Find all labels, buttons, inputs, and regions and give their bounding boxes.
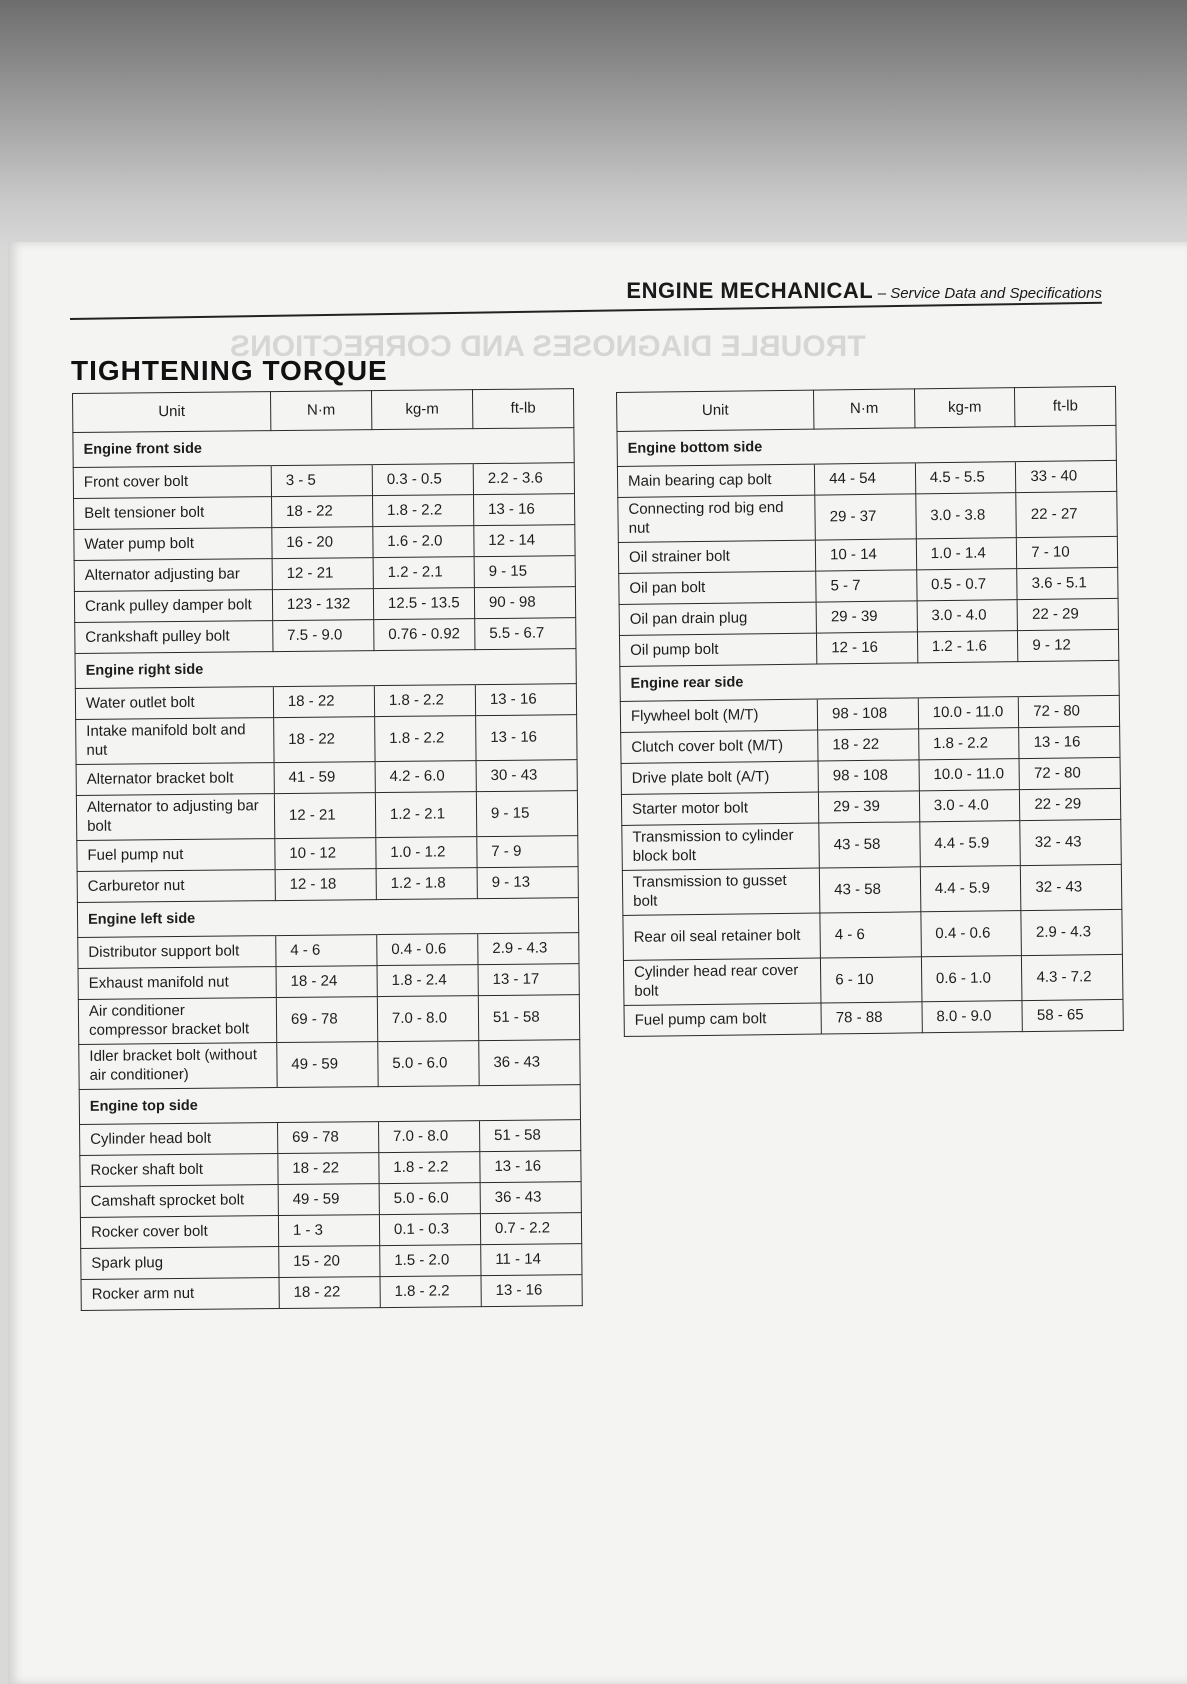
- ftlb-cell: 32 - 43: [1021, 864, 1122, 910]
- section-blank-cell: [372, 429, 473, 465]
- table-row: [624, 999, 1123, 1036]
- kgm-cell: 4.5 - 5.5: [915, 462, 1016, 494]
- unit-cell: Connecting rod big end nut: [618, 495, 816, 542]
- section-heading: Engine bottom side: [617, 429, 815, 466]
- unit-cell: Rocker shaft bolt: [80, 1154, 278, 1187]
- nm-cell: 12 - 21: [274, 793, 375, 839]
- unit-cell: Air conditioner compressor bracket bolt: [78, 998, 276, 1045]
- ftlb-cell: 13 - 16: [481, 1275, 582, 1307]
- ftlb-cell: 13 - 16: [1019, 726, 1120, 758]
- kgm-cell: 0.1 - 0.3: [379, 1214, 480, 1246]
- scan-shadow: [0, 0, 1187, 250]
- ftlb-cell: 11 - 14: [481, 1244, 582, 1276]
- unit-cell: Cylinder head rear cover bolt: [623, 958, 821, 1005]
- nm-cell: 16 - 20: [272, 527, 373, 559]
- nm-cell: 15 - 20: [279, 1246, 380, 1278]
- column-header-unit: Unit: [617, 390, 815, 431]
- ftlb-cell: 22 - 27: [1016, 491, 1117, 537]
- section-heading: Engine front side: [73, 431, 271, 468]
- table-row: [623, 954, 1123, 1005]
- kgm-cell: 1.8 - 2.2: [372, 495, 473, 527]
- column-header-nm: N·m: [814, 389, 915, 429]
- kgm-cell: 3.0 - 3.8: [916, 493, 1017, 539]
- unit-cell: Flywheel bolt (M/T): [620, 699, 817, 732]
- unit-cell: Transmission to cylinder block bolt: [622, 823, 820, 870]
- kgm-cell: 5.0 - 6.0: [378, 1041, 479, 1087]
- unit-cell: Carburetor nut: [77, 870, 275, 903]
- table-row: [79, 1040, 580, 1090]
- unit-cell: Distributor support bolt: [78, 936, 276, 969]
- page-title: TIGHTENING TORQUE: [71, 355, 388, 386]
- ftlb-cell: 2.9 - 4.3: [478, 933, 579, 965]
- nm-cell: 12 - 21: [272, 558, 373, 590]
- nm-cell: 98 - 108: [818, 760, 919, 792]
- table-row: [78, 995, 579, 1045]
- ftlb-cell: 9 - 15: [476, 791, 577, 837]
- unit-cell: Exhaust manifold nut: [78, 967, 276, 1000]
- table-row: [74, 494, 575, 530]
- nm-cell: 18 - 22: [278, 1153, 379, 1185]
- kgm-cell: 1.2 - 2.1: [373, 557, 474, 589]
- table-header-row: [617, 386, 1116, 431]
- unit-cell: Fuel pump nut: [77, 839, 275, 872]
- unit-cell: Alternator adjusting bar: [74, 559, 272, 592]
- kgm-cell: 7.0 - 8.0: [378, 1121, 479, 1153]
- section-blank-cell: [374, 650, 475, 686]
- nm-cell: 4 - 6: [820, 912, 921, 958]
- ftlb-cell: 4.3 - 7.2: [1022, 954, 1123, 1000]
- table-row: [75, 684, 576, 720]
- section-blank-cell: [378, 1086, 479, 1122]
- nm-cell: 10 - 12: [275, 838, 376, 870]
- unit-cell: Main bearing cap bolt: [617, 464, 814, 497]
- column-header-ftlb: ft-lb: [472, 389, 573, 429]
- nm-cell: 18 - 24: [276, 966, 377, 998]
- kgm-cell: 4.2 - 6.0: [375, 761, 476, 793]
- unit-cell: Cylinder head bolt: [80, 1123, 278, 1156]
- right-table-body: [617, 425, 1123, 1036]
- ftlb-cell: 32 - 43: [1020, 819, 1121, 865]
- unit-cell: Belt tensioner bolt: [74, 497, 272, 530]
- kgm-cell: 0.4 - 0.6: [921, 911, 1022, 957]
- section-blank-cell: [479, 1085, 580, 1121]
- ftlb-cell: 72 - 80: [1019, 695, 1120, 727]
- table-row: [74, 587, 575, 623]
- kgm-cell: 1.0 - 1.2: [376, 837, 477, 869]
- nm-cell: 18 - 22: [273, 686, 374, 718]
- table-row: [76, 715, 577, 765]
- table-row: [622, 864, 1122, 915]
- nm-cell: 69 - 78: [277, 1122, 378, 1154]
- unit-cell: Starter motor bolt: [621, 792, 818, 825]
- ftlb-cell: 9 - 13: [477, 867, 578, 899]
- table-row: [618, 491, 1118, 542]
- kgm-cell: 0.4 - 0.6: [377, 934, 478, 966]
- ftlb-cell: 36 - 43: [480, 1182, 581, 1214]
- nm-cell: 49 - 59: [277, 1042, 378, 1088]
- kgm-cell: 1.5 - 2.0: [380, 1245, 481, 1277]
- kgm-cell: 1.8 - 2.2: [380, 1276, 481, 1308]
- table-row: [81, 1275, 582, 1311]
- section-row: [77, 898, 578, 938]
- nm-cell: 44 - 54: [815, 463, 916, 495]
- section-blank-cell: [1015, 425, 1116, 461]
- kgm-cell: 1.2 - 1.8: [376, 868, 477, 900]
- torque-table-left: [72, 388, 583, 1311]
- unit-cell: Crank pulley damper bolt: [74, 590, 272, 623]
- unit-cell: Crankshaft pulley bolt: [75, 621, 273, 654]
- table-row: [81, 1244, 582, 1280]
- kgm-cell: 1.2 - 2.1: [375, 792, 476, 838]
- nm-cell: 18 - 22: [271, 496, 372, 528]
- ftlb-cell: 2.9 - 4.3: [1021, 909, 1122, 955]
- section-blank-cell: [475, 649, 576, 685]
- kgm-cell: 1.8 - 2.2: [918, 728, 1019, 760]
- ftlb-cell: 13 - 16: [476, 715, 577, 761]
- nm-cell: 29 - 39: [819, 791, 920, 823]
- section-row: [73, 428, 574, 468]
- column-header-kgm: kg-m: [914, 388, 1015, 428]
- ftlb-cell: 0.7 - 2.2: [480, 1213, 581, 1245]
- nm-cell: 4 - 6: [276, 935, 377, 967]
- header-subtitle: – Service Data and Specifications: [877, 285, 1102, 302]
- section-row: [75, 649, 576, 689]
- kgm-cell: 4.4 - 5.9: [920, 821, 1021, 867]
- unit-cell: Idler bracket bolt (without air conditioner): [79, 1043, 277, 1090]
- column-header-nm: N·m: [270, 391, 371, 431]
- nm-cell: 29 - 37: [815, 494, 916, 540]
- ftlb-cell: 90 - 98: [474, 587, 575, 619]
- running-header: [562, 278, 1102, 304]
- header-section: ENGINE MECHANICAL: [626, 278, 874, 303]
- kgm-cell: 10.0 - 11.0: [919, 759, 1020, 791]
- section-heading: Engine top side: [79, 1088, 277, 1125]
- table-row: [76, 791, 577, 841]
- ftlb-cell: 9 - 12: [1018, 629, 1119, 661]
- section-blank-cell: [273, 651, 374, 687]
- kgm-cell: 1.8 - 2.2: [379, 1152, 480, 1184]
- section-blank-cell: [817, 663, 918, 699]
- kgm-cell: 1.6 - 2.0: [373, 526, 474, 558]
- nm-cell: 69 - 78: [276, 997, 377, 1043]
- unit-cell: Rocker cover bolt: [80, 1216, 278, 1249]
- nm-cell: 41 - 59: [274, 762, 375, 794]
- section-blank-cell: [376, 899, 477, 935]
- table-row: [74, 525, 575, 561]
- nm-cell: 43 - 58: [819, 867, 920, 913]
- ftlb-cell: 30 - 43: [476, 760, 577, 792]
- ftlb-cell: 13 - 16: [475, 684, 576, 716]
- unit-cell: Oil pan bolt: [619, 571, 816, 604]
- kgm-cell: 4.4 - 5.9: [920, 866, 1021, 912]
- nm-cell: 12 - 18: [275, 869, 376, 901]
- section-blank-cell: [271, 430, 372, 466]
- ftlb-cell: 7 - 10: [1017, 536, 1118, 568]
- ftlb-cell: 7 - 9: [477, 836, 578, 868]
- nm-cell: 10 - 14: [815, 539, 916, 571]
- table-row: [75, 618, 576, 654]
- table-row: [73, 463, 574, 499]
- section-blank-cell: [275, 900, 376, 936]
- nm-cell: 18 - 22: [279, 1277, 380, 1309]
- ftlb-cell: 2.2 - 3.6: [473, 463, 574, 495]
- bleed-through-heading: TROUBLE DIAGNOSES AND CORRECTIONS: [230, 330, 866, 363]
- column-header-unit: Unit: [73, 392, 271, 433]
- section-row: [79, 1085, 580, 1125]
- section-blank-cell: [918, 662, 1019, 698]
- table-row: [622, 819, 1122, 870]
- ftlb-cell: 3.6 - 5.1: [1017, 567, 1118, 599]
- nm-cell: 18 - 22: [274, 717, 375, 763]
- unit-cell: Rear oil seal retainer bolt: [623, 913, 821, 960]
- kgm-cell: 5.0 - 6.0: [379, 1183, 480, 1215]
- table-row: [78, 933, 579, 969]
- nm-cell: 1 - 3: [278, 1215, 379, 1247]
- kgm-cell: 1.0 - 1.4: [916, 538, 1017, 570]
- unit-cell: Transmission to gusset bolt: [622, 868, 820, 915]
- unit-cell: Oil pan drain plug: [619, 602, 816, 635]
- section-blank-cell: [915, 427, 1016, 463]
- nm-cell: 29 - 39: [816, 601, 917, 633]
- table-row: [80, 1120, 581, 1156]
- unit-cell: Water pump bolt: [74, 528, 272, 561]
- ftlb-cell: 13 - 16: [480, 1151, 581, 1183]
- unit-cell: Camshaft sprocket bolt: [80, 1185, 278, 1218]
- kgm-cell: 12.5 - 13.5: [373, 588, 474, 620]
- nm-cell: 123 - 132: [272, 589, 373, 621]
- nm-cell: 7.5 - 9.0: [273, 620, 374, 652]
- column-header-ftlb: ft-lb: [1015, 386, 1116, 426]
- kgm-cell: 0.76 - 0.92: [374, 619, 475, 651]
- ftlb-cell: 58 - 65: [1022, 999, 1123, 1031]
- ftlb-cell: 33 - 40: [1016, 460, 1117, 492]
- nm-cell: 5 - 7: [816, 570, 917, 602]
- kgm-cell: 8.0 - 9.0: [922, 1001, 1023, 1033]
- section-heading: Engine left side: [77, 901, 275, 938]
- table-row: [77, 836, 578, 872]
- kgm-cell: 0.3 - 0.5: [372, 464, 473, 496]
- ftlb-cell: 13 - 17: [478, 964, 579, 996]
- unit-cell: Front cover bolt: [73, 466, 271, 499]
- kgm-cell: 0.5 - 0.7: [916, 569, 1017, 601]
- unit-cell: Alternator to adjusting bar bolt: [76, 794, 274, 841]
- unit-cell: Drive plate bolt (A/T): [621, 761, 818, 794]
- table-row: [74, 556, 575, 592]
- kgm-cell: 1.8 - 2.2: [374, 685, 475, 717]
- unit-cell: Oil pump bolt: [619, 633, 816, 666]
- kgm-cell: 1.2 - 1.6: [917, 631, 1018, 663]
- kgm-cell: 3.0 - 4.0: [917, 600, 1018, 632]
- ftlb-cell: 51 - 58: [479, 1120, 580, 1152]
- unit-cell: Fuel pump cam bolt: [624, 1003, 821, 1036]
- nm-cell: 98 - 108: [817, 698, 918, 730]
- section-blank-cell: [277, 1087, 378, 1123]
- kgm-cell: 1.8 - 2.4: [377, 965, 478, 997]
- section-blank-cell: [477, 898, 578, 934]
- kgm-cell: 3.0 - 4.0: [919, 790, 1020, 822]
- table-row: [80, 1182, 581, 1218]
- ftlb-cell: 12 - 14: [474, 525, 575, 557]
- table-row: [76, 760, 577, 796]
- unit-cell: Water outlet bolt: [75, 687, 273, 720]
- ftlb-cell: 5.5 - 6.7: [475, 618, 576, 650]
- section-blank-cell: [1018, 660, 1119, 696]
- table-row: [78, 964, 579, 1000]
- torque-table-right: [616, 386, 1124, 1037]
- nm-cell: 3 - 5: [271, 465, 372, 497]
- nm-cell: 78 - 88: [821, 1002, 922, 1034]
- unit-cell: Intake manifold bolt and nut: [76, 718, 274, 765]
- section-blank-cell: [473, 428, 574, 464]
- nm-cell: 43 - 58: [819, 822, 920, 868]
- kgm-cell: 7.0 - 8.0: [377, 996, 478, 1042]
- unit-cell: Oil strainer bolt: [618, 540, 815, 573]
- nm-cell: 6 - 10: [821, 957, 922, 1003]
- section-blank-cell: [814, 428, 915, 464]
- unit-cell: Rocker arm nut: [81, 1278, 279, 1311]
- table-header-row: [73, 389, 574, 433]
- ftlb-cell: 51 - 58: [478, 995, 579, 1041]
- ftlb-cell: 13 - 16: [473, 494, 574, 526]
- table-row: [77, 867, 578, 903]
- nm-cell: 12 - 16: [817, 632, 918, 664]
- kgm-cell: 0.6 - 1.0: [921, 956, 1022, 1002]
- ftlb-cell: 36 - 43: [479, 1040, 580, 1086]
- kgm-cell: 1.8 - 2.2: [375, 716, 476, 762]
- table-row: [80, 1151, 581, 1187]
- table-row: [623, 909, 1123, 960]
- left-table-body: [73, 428, 582, 1311]
- kgm-cell: 10.0 - 11.0: [918, 697, 1019, 729]
- unit-cell: Spark plug: [81, 1247, 279, 1280]
- ftlb-cell: 72 - 80: [1019, 757, 1120, 789]
- section-heading: Engine rear side: [620, 664, 818, 701]
- column-header-kgm: kg-m: [371, 390, 472, 430]
- ftlb-cell: 22 - 29: [1020, 788, 1121, 820]
- table-row: [80, 1213, 581, 1249]
- ftlb-cell: 9 - 15: [474, 556, 575, 588]
- nm-cell: 49 - 59: [278, 1184, 379, 1216]
- unit-cell: Alternator bracket bolt: [76, 763, 274, 796]
- unit-cell: Clutch cover bolt (M/T): [621, 730, 818, 763]
- ftlb-cell: 22 - 29: [1017, 598, 1118, 630]
- nm-cell: 18 - 22: [818, 729, 919, 761]
- section-heading: Engine right side: [75, 652, 273, 689]
